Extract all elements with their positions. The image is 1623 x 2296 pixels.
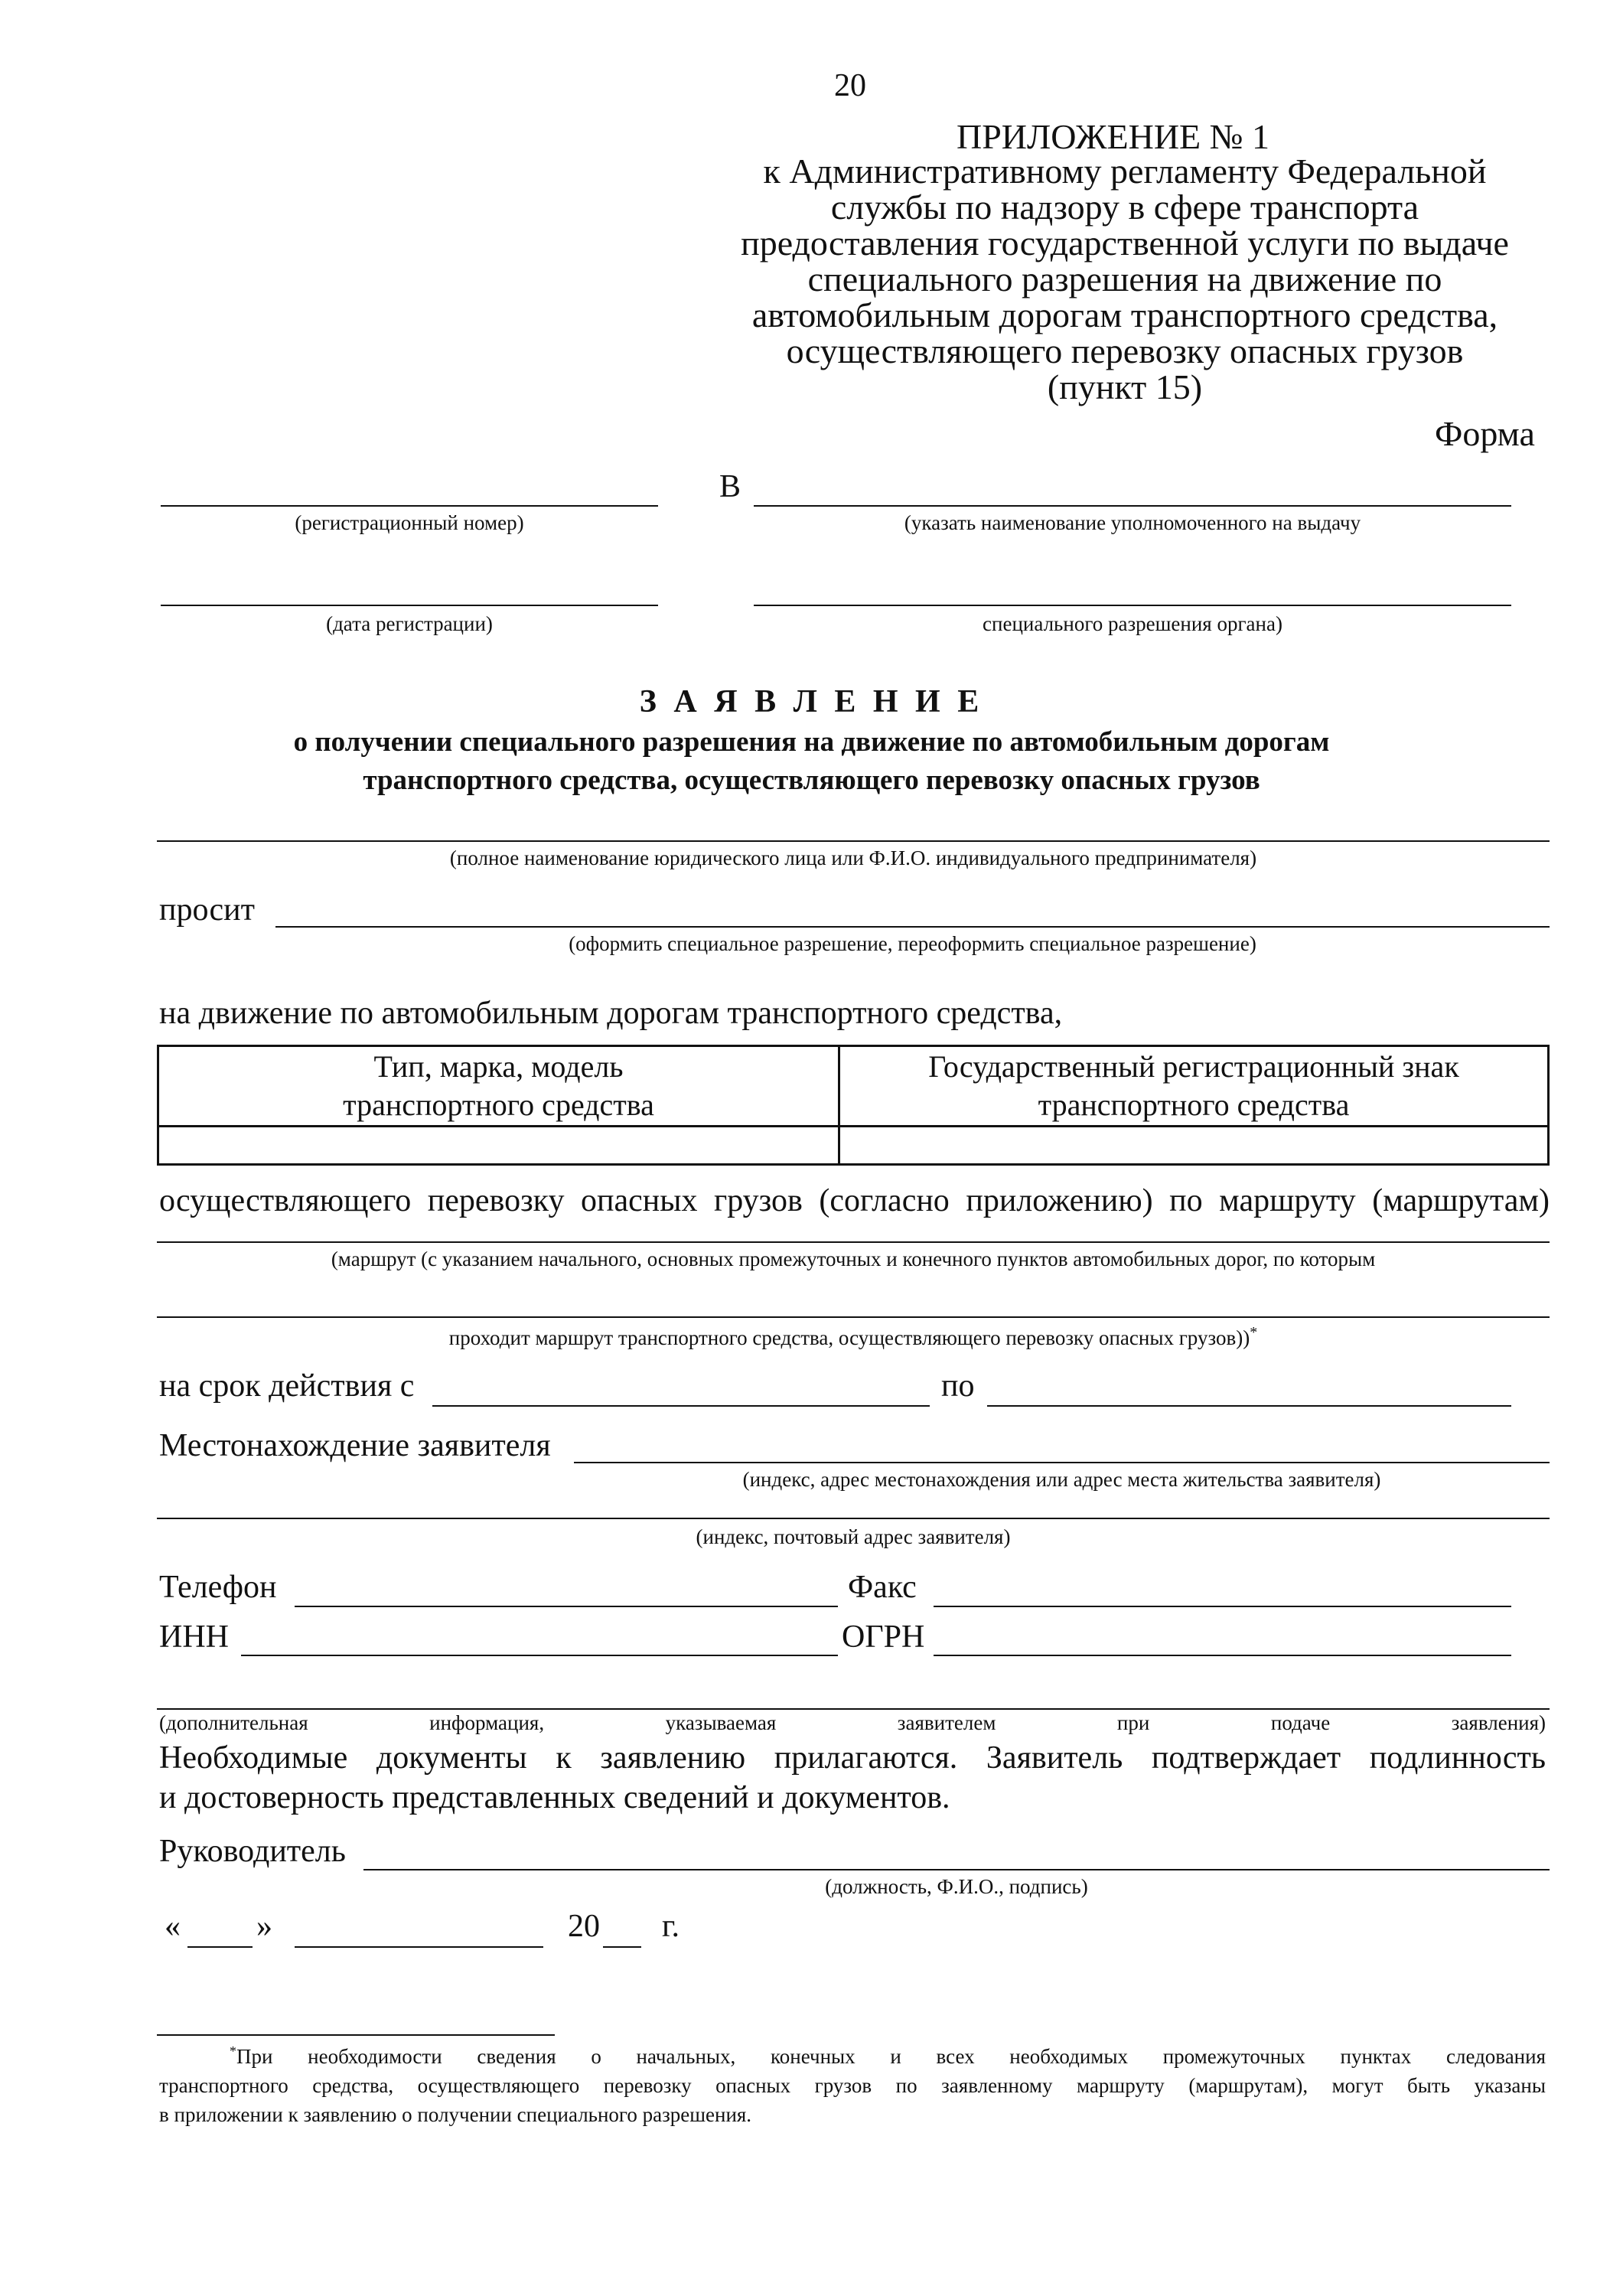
fax-line[interactable] — [934, 1606, 1511, 1607]
table-header-line: Государственный регистрационный знак — [928, 1049, 1459, 1084]
date-day-line[interactable] — [187, 1946, 253, 1948]
docs-text-1: Необходимые документы к заявлению прилагаются. Заявитель подтверждает подлинность — [159, 1740, 1546, 1776]
head-line[interactable] — [363, 1869, 1550, 1870]
validity-from-line[interactable] — [432, 1405, 930, 1407]
location-caption: (индекс, адрес местонахождения или адрес места жительства заявителя) — [742, 1468, 1381, 1491]
inn-line[interactable] — [241, 1655, 838, 1656]
table-cell-type[interactable] — [158, 1127, 839, 1165]
year-suffix: г. — [662, 1909, 680, 1944]
location-label: Местонахождение заявителя — [159, 1428, 551, 1463]
reg-date-line[interactable] — [161, 605, 658, 606]
date-year-line[interactable] — [603, 1946, 641, 1948]
appendix-line: автомобильным дорогам транспортного средства, — [751, 295, 1498, 334]
appendix-header — [673, 153, 1576, 405]
ogrn-line[interactable] — [934, 1655, 1511, 1656]
requests-line[interactable] — [275, 926, 1550, 928]
fax-label: Факс — [848, 1570, 917, 1605]
table-cell-plate[interactable] — [839, 1127, 1549, 1165]
statement-subtitle-1: о получении специального разрешения на движение по автомобильным дорогам — [293, 726, 1330, 758]
docs-text-2: и достоверность представленных сведений и документов. — [159, 1780, 950, 1815]
appendix-line: осуществляющего перевозку опасных грузов — [786, 331, 1464, 370]
route-text: осуществляющего перевозку опасных грузов (согласно приложению) по маршруту (маршрутам) — [159, 1183, 1550, 1218]
phone-line[interactable] — [295, 1606, 838, 1607]
to-label: В — [719, 469, 741, 504]
route-caption-1: (маршрут (с указанием начального, основных промежуточных и конечного пунктов автомобильных дорог, по которым — [331, 1247, 1376, 1270]
phone-label: Телефон — [159, 1570, 277, 1605]
requests-label: просит — [159, 892, 255, 928]
appendix-line: предоставления государственной услуги по выдаче — [741, 223, 1509, 263]
applicant-line[interactable] — [157, 840, 1550, 842]
page-number: 20 — [834, 68, 866, 103]
footnote-mark: * — [230, 2043, 236, 2059]
appendix-line: (пункт 15) — [1047, 367, 1203, 406]
reg-date-caption: (дата регистрации) — [326, 612, 493, 635]
statement-title: З А Я В Л Е Н И Е — [639, 684, 984, 719]
footnote-line-2: транспортного средства, осуществляющего перевозку опасных грузов по заявленному маршруту (маршрутам), могут быть указаны — [159, 2074, 1546, 2097]
statement-subtitle-2: транспортного средства, осуществляющего перевозку опасных грузов — [363, 765, 1260, 796]
validity-to-label: по — [941, 1368, 975, 1404]
authority-line-1[interactable] — [754, 505, 1511, 507]
head-caption: (должность, Ф.И.О., подпись) — [825, 1875, 1088, 1898]
route-caption-2-wrap — [157, 1324, 1550, 1350]
route-line-1[interactable] — [157, 1241, 1550, 1243]
footnote-mark: * — [1250, 1324, 1258, 1341]
appendix-title: ПРИЛОЖЕНИЕ № 1 — [957, 117, 1270, 156]
table-header-line: транспортного средства — [343, 1088, 654, 1122]
additional-info-caption: (дополнительная информация, указываемая заявителем при подаче заявления) — [159, 1711, 1546, 1734]
postal-line[interactable] — [157, 1518, 1550, 1519]
route-line-2[interactable] — [157, 1316, 1550, 1318]
date-open-quote: « — [165, 1909, 181, 1944]
form-label: Форма — [1435, 414, 1535, 453]
authority-caption-1: (указать наименование уполномоченного на выдачу — [904, 511, 1361, 534]
footnote-line-3: в приложении к заявлению о получении специального разрешения. — [159, 2103, 752, 2126]
footnote-line-1: При необходимости сведения о начальных, конечных и всех необходимых промежуточных пунктах следования — [236, 2045, 1546, 2068]
movement-text: на движение по автомобильным дорогам транспортного средства, — [159, 996, 1063, 1031]
validity-label: на срок действия с — [159, 1368, 415, 1404]
location-line[interactable] — [574, 1462, 1550, 1463]
table-header-plate — [839, 1046, 1549, 1127]
postal-caption: (индекс, почтовый адрес заявителя) — [696, 1525, 1011, 1548]
requests-caption: (оформить специальное разрешение, переоформить специальное разрешение) — [569, 932, 1256, 955]
footnote-separator — [157, 2034, 555, 2036]
ogrn-label: ОГРН — [842, 1619, 925, 1655]
vehicle-table — [157, 1045, 1550, 1166]
table-header-line: Тип, марка, модель — [373, 1049, 624, 1084]
date-month-line[interactable] — [295, 1946, 543, 1948]
validity-to-line[interactable] — [987, 1405, 1511, 1407]
reg-number-line[interactable] — [161, 505, 658, 507]
date-close-quote: » — [256, 1909, 272, 1944]
appendix-line: к Административному регламенту Федеральной — [763, 152, 1487, 191]
appendix-line: специального разрешения на движение по — [807, 259, 1442, 298]
authority-line-2[interactable] — [754, 605, 1511, 606]
reg-number-caption: (регистрационный номер) — [295, 511, 524, 534]
route-caption-2: проходит маршрут транспортного средства, осуществляющего перевозку опасных грузов)) — [448, 1326, 1250, 1349]
applicant-caption: (полное наименование юридического лица или Ф.И.О. индивидуального предпринимателя) — [449, 846, 1257, 869]
head-label: Руководитель — [159, 1834, 346, 1869]
appendix-line: службы по надзору в сфере транспорта — [830, 188, 1419, 227]
year-prefix: 20 — [568, 1909, 600, 1944]
additional-info-line[interactable] — [157, 1708, 1550, 1710]
footnote-line-1-wrap — [230, 2043, 1546, 2069]
table-header-line: транспортного средства — [1038, 1088, 1350, 1122]
authority-caption-2: специального разрешения органа) — [983, 612, 1282, 635]
table-header-type — [158, 1046, 839, 1127]
inn-label: ИНН — [159, 1619, 229, 1655]
